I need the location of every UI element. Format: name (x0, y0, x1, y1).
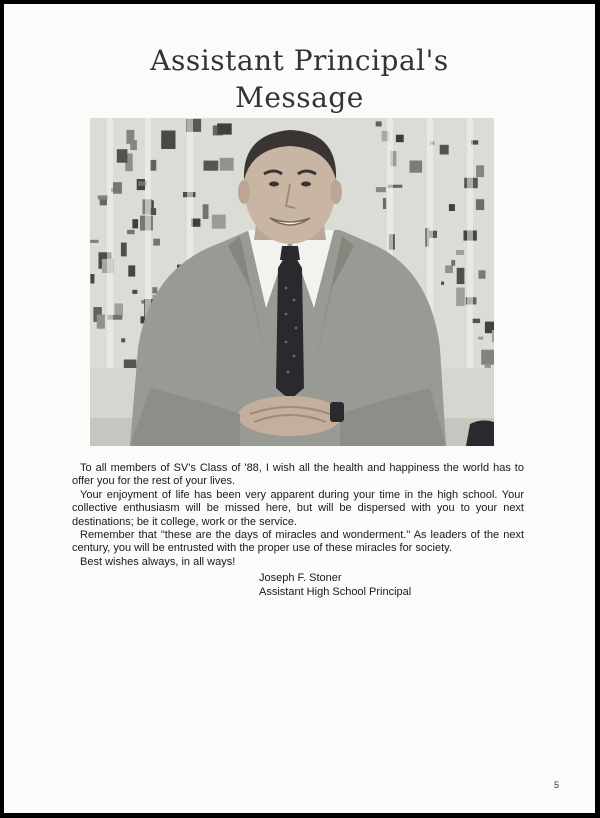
message-paragraph: Your enjoyment of life has been very apparent during your time in the high school. Your collective enthusiasm will be missed here, but will be dispersed with you to your next destinations; be it college, work or the service. (72, 488, 524, 528)
title-line-2: Message (235, 81, 364, 114)
signature-block (259, 571, 411, 599)
message-paragraph: Best wishes always, in all ways! (80, 555, 236, 568)
title-line-1: Assistant Principal's (150, 44, 449, 77)
page-title (4, 42, 595, 116)
message-paragraph: To all members of SV's Class of '88, I wish all the health and happiness the world has to offer you for the rest of your lives. (72, 462, 524, 488)
message-paragraph: Remember that "these are the days of miracles and wonderment." As leaders of the next century, you will be entrusted with the proper use of these miracles for society. (72, 529, 524, 555)
page-number: 5 (554, 780, 560, 790)
signature-title: Assistant High School Principal (259, 586, 412, 598)
yearbook-page (4, 4, 595, 813)
principal-portrait-photo (90, 118, 494, 446)
portrait-illustration (90, 118, 494, 446)
message-body (72, 462, 524, 569)
signature-name: Joseph F. Stoner (259, 572, 342, 584)
